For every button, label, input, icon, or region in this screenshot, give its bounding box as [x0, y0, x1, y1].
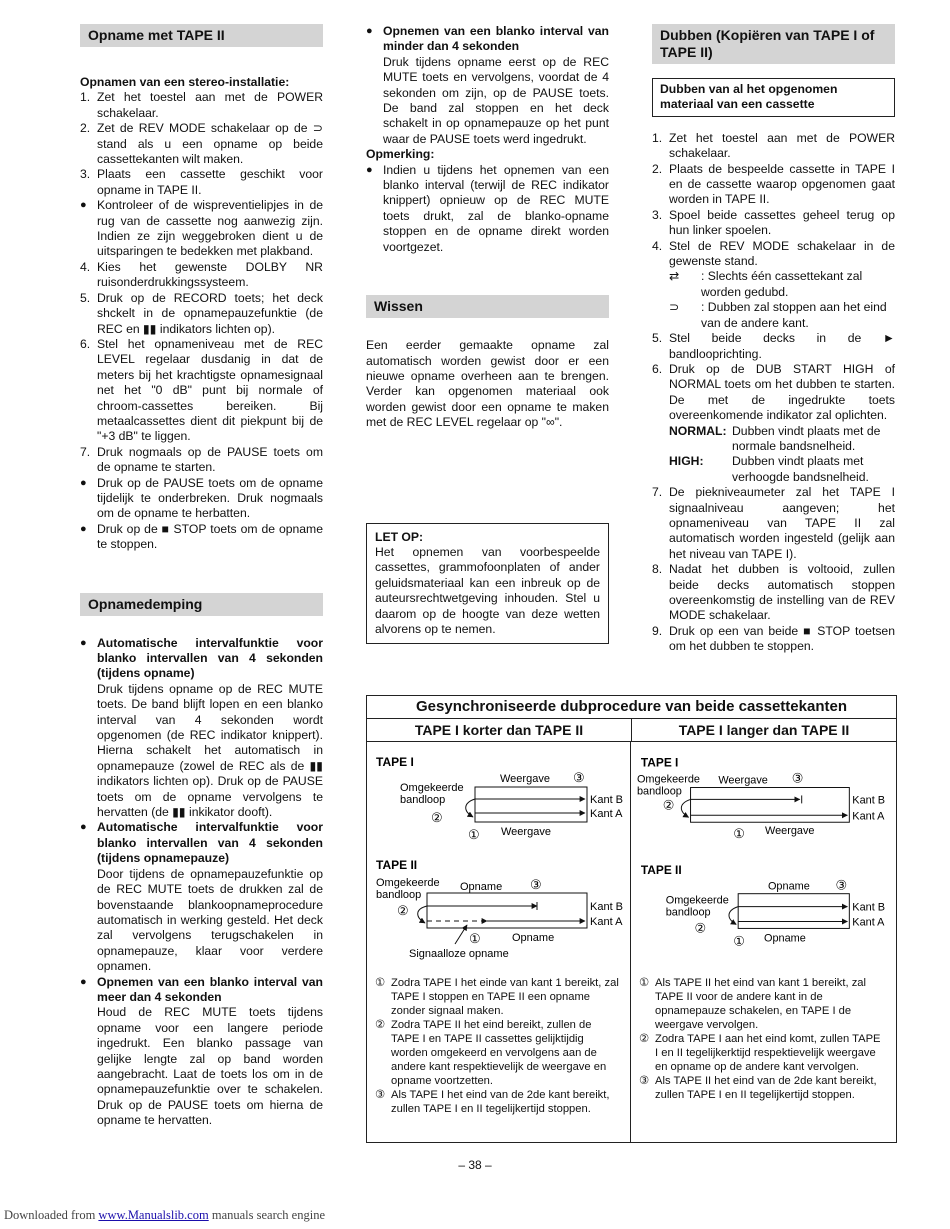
circle-1: ① [733, 933, 745, 949]
section-heading-muting: Opnamedemping [80, 593, 323, 616]
rev-mode-option [652, 300, 895, 331]
list-item [80, 198, 323, 260]
side-b-label: Kant B [590, 901, 624, 913]
speed-term: HIGH: [669, 454, 704, 469]
reverse-label-line2: bandloop [665, 906, 711, 919]
section-heading-recording: Opname met TAPE II [80, 24, 323, 47]
right-tape-diagram [631, 741, 893, 966]
list-item [652, 239, 895, 270]
right-column-header: TAPE I langer dan TAPE II [678, 722, 850, 738]
muting-items [80, 636, 323, 1129]
item-text: Druk op de RECORD toets; het deck shckelt in de opnamepauzefunktie (de REC en ▮▮ indikators lichten op). [97, 290, 323, 336]
item-title: Automatische intervalfunktie voor blanko intervallen van 4 sekonden (tijdens opnamepauze) [97, 820, 323, 866]
item-marker: 3. [80, 167, 91, 182]
side-a-label: Kant A [852, 916, 885, 929]
sync-dub-table [366, 695, 897, 1143]
download-prefix: Downloaded from [4, 1208, 96, 1222]
note-text: Als TAPE II het eind van de 2de kant bereikt, zullen TAPE I en II tegelijkertijd stoppen. [655, 1075, 877, 1101]
recording-steps [80, 90, 323, 552]
item-marker: 6. [80, 336, 91, 351]
diagram-note [375, 976, 619, 1018]
tape2-label: TAPE II [376, 858, 418, 872]
item-text: Druk op een van beide ■ STOP toetsen om het dubben te stoppen. [669, 623, 895, 654]
reverse-label-line2: bandloop [376, 889, 422, 901]
item-marker: 7. [80, 444, 91, 459]
item-text: De piekniveaumeter zal het TAPE I signaalniveau aangeven; het opnameniveau van TAPE II zal automatisch worden ingesteld (gelijk aan het niveau van TAPE I). [669, 485, 895, 561]
item-text: Door tijdens de opnamepauzefunktie op de REC MUTE toets de drukken zal de bovenstaande blankoopnameprocedure automatisch in werking gesteld. Het deck zal vervolgens terugschakelen in opnamepauze, klaar voor verdere opnamen. [97, 866, 323, 974]
list-item [80, 445, 323, 476]
rev-mode-text: : Dubben zal stoppen aan het eind van de andere kant. [701, 300, 887, 330]
sync-table-title: Gesynchroniseerde dubprocedure van beide cassettekanten [367, 696, 896, 719]
list-item [652, 362, 895, 424]
rev-mode-icon: ⊃ [669, 300, 680, 315]
download-suffix: manuals search engine [211, 1208, 325, 1222]
note-number: ② [375, 1019, 386, 1031]
list-item [80, 291, 323, 337]
subheading-stereo: Opnamen van een stereo-installatie: [80, 75, 290, 89]
item-marker: 8. [652, 562, 663, 577]
silent-record-label: Signaalloze opname [409, 948, 509, 960]
item-text: Spoel beide cassettes geheel terug op hun linker spoelen. [669, 207, 895, 238]
subheading-dub-all: Dubben van al het opgenomen materiaal van een cassette [652, 78, 895, 117]
bullet: ● [366, 163, 373, 176]
list-item [80, 337, 323, 445]
list-item [80, 476, 323, 522]
note-text: Als TAPE II het eind van kant 1 bereikt, zal TAPE II voor de andere kant in de opnamepauze schakelen, en TAPE I de weergave vervolgen. [655, 977, 867, 1031]
item-text: Stel het opnameniveau met de REC LEVEL regelaar dusdanig in dat de meters bij het krachtigste opnamesignaal net het "0 dB" punt bij normale of chroom-cassettes bereiken. Bij metaalcassettes dient dit piekpunt bij de "+3 dB" te liggen. [97, 336, 323, 444]
item-marker: 6. [652, 361, 663, 376]
reverse-label-line2: bandloop [400, 794, 446, 806]
diagram-note [639, 976, 883, 1032]
item-title: Automatische intervalfunktie voor blanko intervallen van 4 sekonden (tijdens opname) [97, 635, 323, 681]
right-notes [639, 976, 883, 1102]
list-item [80, 975, 323, 1129]
item-text: Druk tijdens opname op de REC MUTE toets. De band blijft lopen en een blanko interval van 4 sekonden wordt opgenomen (de REC indikator knippert). Hierna schakelt het automatisch in opnamepauze (zowel de REC als de ▮▮ indikators lichten op). Druk op de PAUSE toets om de opname vervolgens te hervatten (de ▮▮ inkikator dooft). [97, 681, 323, 820]
warning-box [366, 523, 609, 645]
item-marker: 1. [652, 130, 663, 145]
item-marker: 5. [80, 290, 91, 305]
circle-1: ① [468, 827, 480, 842]
record-label: Opname [460, 881, 503, 893]
item-text: Druk tijdens opname eerst op de REC MUTE toets en vervolgens, voordat de 4 sekonden om zijn, op de PAUSE toets. De band zal stoppen en het deck schakelt in op opnamepauze op het punt waar de PAUSE toets werd ingedrukt. [383, 54, 609, 146]
item-text: Kies het gewenste DOLBY NR ruisonderdrukkingssysteem. [97, 259, 323, 290]
list-item [652, 562, 895, 624]
rev-mode-options [652, 269, 895, 331]
warning-label: LET OP: [375, 529, 424, 544]
list-item [652, 485, 895, 562]
circle-2: ② [397, 903, 409, 918]
record-label: Opname [767, 880, 810, 893]
item-text: Druk op de DUB START HIGH of NORMAL toets om het dubben te starten. De met de ingedrukte toets overeenkomende indikator zal oplichten. [669, 361, 895, 423]
list-item [652, 162, 895, 208]
item-text: Stel de REV MODE schakelaar in de gewenste stand. [669, 238, 895, 269]
record-label: Opname [512, 932, 555, 944]
note-number: ③ [639, 1075, 650, 1087]
item-text: Plaats de bespeelde cassette in TAPE I en de cassette waarop opgenomen gaat worden in TAPE II. [669, 161, 895, 207]
diagram-note [375, 1018, 619, 1088]
item-text: Zet de REV MODE schakelaar op de ⊃ stand als u een opname op beide cassettekanten wilt maken. [97, 121, 323, 167]
item-marker: 5. [652, 331, 663, 346]
item-marker: 4. [80, 259, 91, 274]
item-marker: 7. [652, 485, 663, 500]
item-marker: 9. [652, 623, 663, 638]
tape2-box [427, 893, 587, 928]
tape2-reverse-arrow [729, 907, 738, 925]
diagram-note [375, 1088, 619, 1116]
tape2-reverse-arrow [418, 906, 427, 923]
item-text: Zet het toestel aan met de POWER schakelaar. [669, 130, 895, 161]
circle-3: ③ [573, 770, 585, 785]
speed-text: Dubben vindt plaats met verhoogde bandsnelheid. [732, 454, 869, 484]
item-marker: 3. [652, 207, 663, 222]
item-marker: 4. [652, 238, 663, 253]
remark-text: Indien u tijdens het opnemen van een blanko interval (terwijl de REC indikator knippert) opnieuw op de REC MUTE toets drukt, zal de blanko-opname stoppen en de opname direkt worden voortgezet. [383, 162, 609, 254]
rev-mode-text: : Slechts één cassettekant zal worden gedubd. [701, 269, 863, 299]
manualslib-link[interactable]: www.Manualslib.com [98, 1208, 209, 1222]
tape2-label: TAPE II [640, 862, 682, 877]
item-text: Stel beide decks in de ► bandlooprichting. [669, 331, 895, 361]
circle-2: ② [694, 920, 707, 936]
item-title: Opnemen van een blanko interval van minder dan 4 sekonden [383, 24, 609, 54]
item-text: Houd de REC MUTE toets tijdens opname voor een langere periode ingedrukt. Een blanko passage van gelijke lengte zal op band worden aangebracht. Laat de toets los om in de opnamepauzefunktie over te schakelen. Druk op de PAUSE toets om hierna de opname te hervatten. [97, 1005, 323, 1128]
list-item [80, 260, 323, 291]
erase-text: Een eerder gemaakte opname zal automatisch worden gewist door er een nieuwe opname overheen aan te brengen. Verder kan opgenomen materiaal ook worden gewist door een opname te maken met de REC LEVEL regelaar op "∞". [366, 338, 609, 430]
note-number: ① [375, 977, 386, 989]
item-marker: 2. [80, 121, 91, 136]
tape1-reverse-arrow [466, 799, 475, 817]
side-a-label: Kant A [590, 808, 623, 820]
list-item [652, 624, 895, 655]
circle-1: ① [469, 931, 481, 946]
column-middle [366, 24, 609, 644]
list-item [80, 121, 323, 167]
speed-definition [669, 424, 895, 455]
tape2-box [738, 894, 849, 929]
side-b-label: Kant B [852, 794, 886, 807]
play-label: Weergave [764, 825, 815, 838]
item-marker: 2. [652, 161, 663, 176]
sync-table-headers [367, 719, 896, 742]
left-notes [375, 976, 619, 1116]
item-text: Druk op de ■ STOP toets om de opname te stoppen. [97, 521, 323, 552]
dub-steps-b [652, 331, 895, 423]
left-column-header: TAPE I korter dan TAPE II [367, 719, 632, 741]
speed-term: NORMAL: [669, 423, 727, 438]
side-a-label: Kant A [590, 916, 623, 928]
reverse-label-line1: Omgekeerde [400, 782, 464, 794]
list-item [652, 208, 895, 239]
item-text: Kontroleer of de wispreventielipjes in de rug van de cassette nog aanwezig zijn. Indien ze zijn weggebroken dient u de uitsparingen te bedekken met plakband. [97, 198, 323, 259]
item-marker: ● [80, 522, 87, 535]
dub-speeds [652, 424, 895, 486]
item-marker: ● [80, 476, 87, 489]
item-marker: ● [80, 199, 87, 212]
list-item [80, 90, 323, 121]
speed-definition [669, 454, 895, 485]
play-label: Weergave [501, 826, 551, 838]
list-item [80, 820, 323, 974]
bullet: ● [366, 25, 373, 37]
left-tape-diagram [367, 741, 629, 966]
note-number: ③ [375, 1089, 386, 1101]
side-b-label: Kant B [590, 794, 624, 806]
reverse-label-line1: Omgekeerde [636, 773, 701, 786]
column-recording [80, 24, 323, 1129]
list-item [80, 522, 323, 553]
page-number: – 38 – [458, 1158, 492, 1172]
note-text: Als TAPE I het eind van de 2de kant bereikt, zullen TAPE I en II tegelijkertijd stoppen. [391, 1089, 610, 1115]
play-label: Weergave [718, 774, 768, 787]
tape1-reverse-arrow [681, 799, 690, 817]
item-marker: 1. [80, 90, 91, 105]
bullet: ● [80, 636, 87, 649]
rev-mode-option [652, 269, 895, 300]
bullet: ● [80, 821, 87, 834]
circle-1: ① [733, 826, 745, 842]
circle-3: ③ [835, 877, 848, 893]
item-text: Plaats een cassette geschikt voor opname in TAPE II. [97, 167, 323, 197]
item-text: Druk nogmaals op de PAUSE toets om de opname te starten. [97, 444, 323, 475]
tape1-label: TAPE I [640, 755, 679, 770]
item-title: Opnemen van een blanko interval van meer dan 4 sekonden [97, 974, 323, 1004]
circle-2: ② [662, 797, 675, 813]
circle-3: ③ [530, 877, 542, 892]
tape1-box [691, 788, 850, 823]
remark-label: Opmerking: [366, 147, 435, 162]
dub-steps-c [652, 485, 895, 654]
reverse-label-line2: bandloop [636, 785, 682, 798]
side-a-label: Kant A [852, 810, 885, 823]
diagram-note [639, 1074, 883, 1102]
list-item [366, 24, 609, 147]
dub-steps-a [652, 131, 895, 270]
note-text: Zodra TAPE I het einde van kant 1 bereikt, zal TAPE I stoppen en TAPE II een opname zonder signaal maken. [391, 977, 619, 1017]
speed-text: Dubben vindt plaats met de normale bandsnelheid. [732, 423, 881, 453]
item-text: Zet het toestel aan met de POWER schakelaar. [97, 90, 323, 120]
bullet: ● [80, 975, 87, 988]
item-text: Druk op de PAUSE toets om de opname tijdelijk te onderbreken. Druk nogmaals om de opname te herbatten. [97, 475, 323, 521]
record-label: Opname [763, 932, 806, 945]
list-item [366, 163, 609, 255]
note-text: Zodra TAPE I aan het eind komt, zullen TAPE I en II tegelijkerktijd respektievelijk weergave en opname op de andere kant vervolgen. [655, 1033, 881, 1073]
warning-text: Het opnemen van voorbespeelde cassettes, grammofoonplaten of ander geluidsmateriaal kan een inbreuk op de auteursrechtwetgeving inhouden. Stel u daarom op de hoogte van deze wetten alvorens op te nemen. [375, 544, 600, 636]
column-dubbing [652, 24, 895, 655]
play-label: Weergave [500, 773, 550, 785]
reverse-label-line1: Omgekeerde [376, 877, 440, 889]
tape1-label: TAPE I [376, 755, 414, 769]
note-number: ② [639, 1033, 650, 1045]
note-text: Zodra TAPE II het eind bereikt, zullen de TAPE I en TAPE II cassettes gelijktijdig worden omgekeerd en vervolgens aan de andere kant respektievelijk de weergave en opname voortzetten. [391, 1019, 607, 1087]
list-item [80, 636, 323, 821]
tape1-box [475, 787, 587, 822]
list-item [652, 331, 895, 362]
section-heading-erase: Wissen [366, 295, 609, 318]
note-number: ① [639, 977, 650, 989]
list-item [652, 131, 895, 162]
item-text: Nadat het dubben is voltooid, zullen beide decks automatisch stoppen overeenkomstig de instelling van de REV MODE schakelaar. [669, 562, 895, 623]
diagram-note [639, 1032, 883, 1074]
circle-3: ③ [791, 770, 804, 786]
list-item [80, 167, 323, 198]
side-b-label: Kant B [852, 901, 886, 914]
section-heading-dubbing: Dubben (Kopiëren van TAPE I of TAPE II) [652, 24, 895, 64]
circle-2: ② [431, 810, 443, 825]
download-footer [4, 1208, 325, 1223]
rev-mode-icon: ⇄ [669, 269, 680, 284]
reverse-label-line1: Omgekeerde [665, 894, 729, 907]
